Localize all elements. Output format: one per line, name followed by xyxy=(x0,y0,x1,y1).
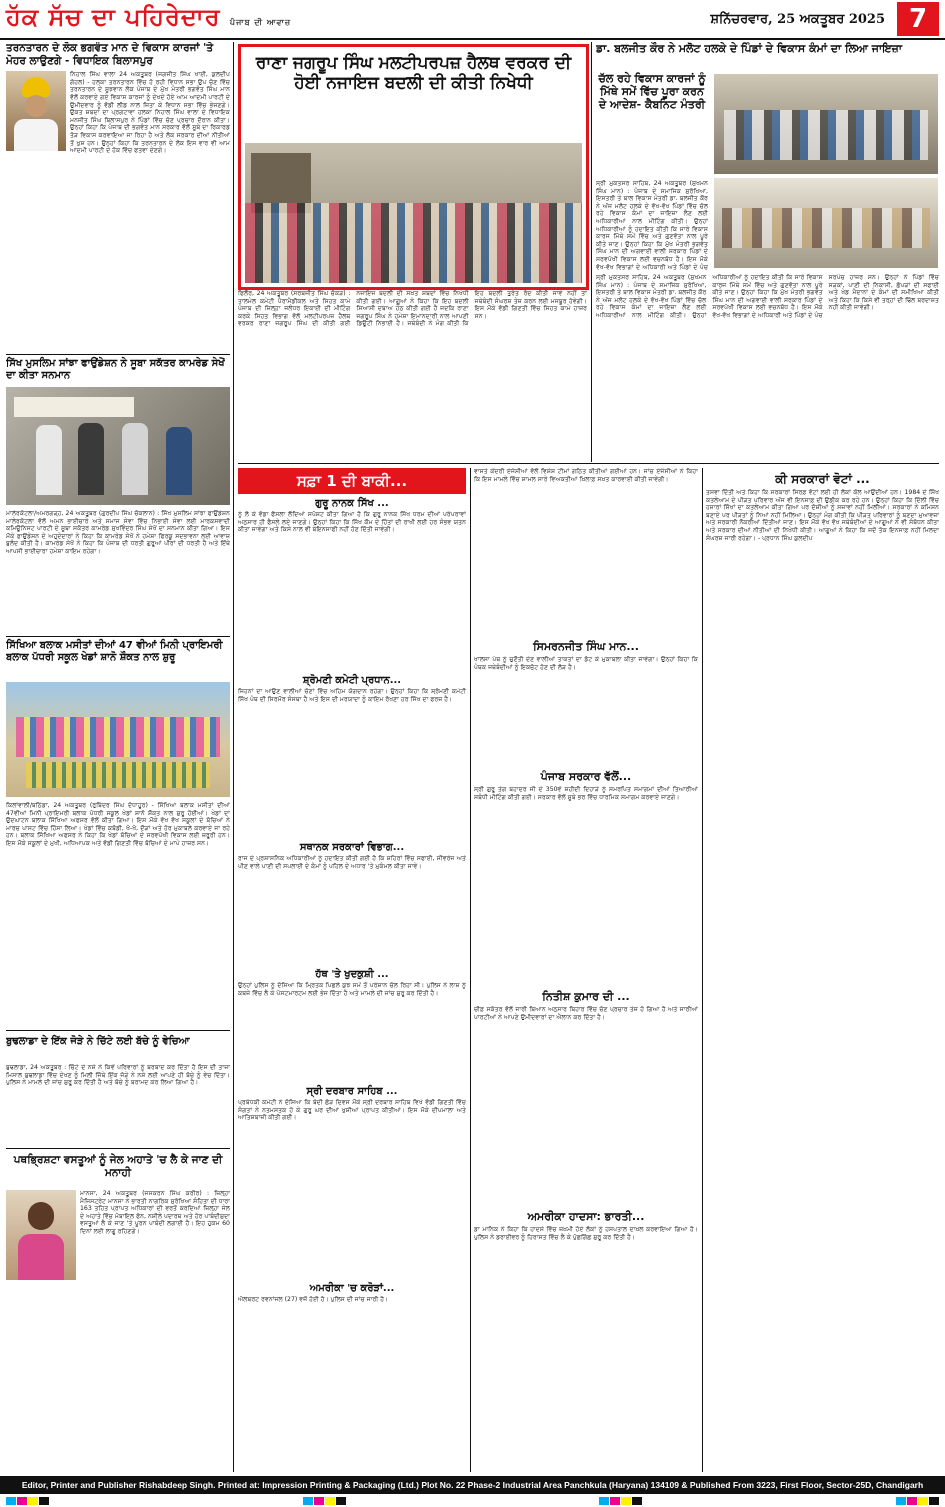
pull-quote: ਚੱਲ ਰਹੇ ਵਿਕਾਸ ਕਾਰਜਾਂ ਨੂੰ ਮਿੱਥੇ ਸਮੇਂ ਵਿੱਚ ਪੂਰਾ ਕਰਨ ਦੇ ਆਦੇਸ਼- ਕੈਬਨਿਟ ਮੰਤਰੀ xyxy=(598,72,706,112)
lead-headline: ਰਾਣਾ ਜਗਰੂਪ ਸਿੰਘ ਮਲਟੀਪਰਪਜ਼ ਹੈਲਥ ਵਰਕਰ ਦੀ ਹੋਈ ਨਜਾਇਜ ਬਦਲੀ ਦੀ ਕੀਤੀ ਨਿਖੇਧੀ xyxy=(255,53,572,94)
section-body: ਡਾ ਮਾਨਿਕ ਨੇ ਕਿਹਾ ਕਿ ਹਾਦਸੇ ਵਿੱਚ ਜ਼ਖ਼ਮੀ ਹੋਏ ਲੋਕਾਂ ਨੂੰ ਹਸਪਤਾਲ ਦਾਖ਼ਲ ਕਰਵਾਇਆ ਗਿਆ ਹੈ। ਪੁਲਿਸ ਨੇ ਡਰਾਈਵਰ ਨੂੰ ਹਿਰਾਸਤ ਵਿੱਚ ਲੈ ਕੇ ਪੁੱਛਗਿੱਛ ਸ਼ੁਰੂ ਕਰ ਦਿੱਤੀ ਹੈ। xyxy=(474,1226,698,1241)
section-head: ਪੰਜਾਬ ਸਰਕਾਰ ਵੱਲੋਂ... xyxy=(540,770,632,783)
protest-photo xyxy=(245,143,582,283)
right-body-continued: ਸ੍ਰੀ ਮੁਕਤਸਰ ਸਾਹਿਬ, 24 ਅਕਤੂਬਰ (ਸੁਖਮਨ ਸਿੰਘ ਮਾਨ) : ਪੰਜਾਬ ਦੇ ਸਮਾਜਿਕ ਸੁਰੱਖਿਆ, ਇਸਤਰੀ ਤੇ ਬਾਲ ਵਿਕਾਸ ਮੰਤਰੀ ਡਾ. ਬਲਜੀਤ ਕੌਰ ਨੇ ਅੱਜ ਮਲੋਟ ਹਲਕੇ ਦੇ ਵੱਖ-ਵੱਖ ਪਿੰਡਾਂ ਵਿੱਚ ਚੱਲ ਰਹੇ ਵਿਕਾਸ ਕੰਮਾਂ ਦਾ ਜਾਇਜ਼ਾ ਲੈਣ ਲਈ ਅਧਿਕਾਰੀਆਂ ਨਾਲ ਮੀਟਿੰਗ ਕੀਤੀ। ਉਨ੍ਹਾਂ ਅਧਿਕਾਰੀਆਂ ਨੂੰ ਹਦਾਇਤ ਕੀਤੀ ਕਿ ਸਾਰੇ ਵਿਕਾਸ ਕਾਰਜ ਮਿੱਥੇ ਸਮੇਂ ਵਿੱਚ ਅਤੇ ਗੁਣਵੱਤਾ ਨਾਲ ਪੂਰੇ ਕੀਤੇ ਜਾਣ। ਉਨ੍ਹਾਂ ਕਿਹਾ ਕਿ ਮੁੱਖ ਮੰਤਰੀ ਭਗਵੰਤ ਸਿੰਘ ਮਾਨ ਦੀ ਅਗਵਾਈ ਵਾਲੀ ਸਰਕਾਰ ਪਿੰਡਾਂ ਦੇ ਸਰਵਪੱਖੀ ਵਿਕਾਸ ਲਈ ਵਚਨਬੱਧ ਹੈ। ਇਸ ਮੌਕੇ ਵੱਖ-ਵੱਖ ਵਿਭਾਗਾਂ ਦੇ ਅਧਿਕਾਰੀ ਅਤੇ ਪਿੰਡਾਂ ਦੇ ਪੰਚ ਸਰਪੰਚ ਹਾਜ਼ਰ ਸਨ। ਉਨ੍ਹਾਂ ਨੇ ਪਿੰਡਾਂ ਵਿੱਚ ਸੜਕਾਂ, ਪਾਣੀ ਦੀ ਨਿਕਾਸੀ, ਛੱਪੜਾਂ ਦੀ ਸਫਾਈ ਅਤੇ ਖੇਡ ਮੈਦਾਨਾਂ ਦੇ ਕੰਮਾਂ ਦੀ ਸਮੀਖਿਆ ਕੀਤੀ ਅਤੇ ਕਿਹਾ ਕਿ ਕਿਸੇ ਵੀ ਤਰ੍ਹਾਂ ਦੀ ਢਿੱਲ ਬਰਦਾਸ਼ਤ ਨਹੀਂ ਕੀਤੀ ਜਾਵੇਗੀ। xyxy=(596,274,939,319)
section-head: ਸ੍ਰੀ ਦਰਬਾਰ ਸਾਹਿਬ ... xyxy=(306,1086,398,1097)
section-head: ਅਮਰੀਕਾ ਹਾਦਸਾ: ਭਾਰਤੀ... xyxy=(527,1210,645,1223)
section-body: ਐਲਬਰਟ ਰਵਨਾਂਜਲ (27) ਵਜੋਂ ਹੋਈ ਹੈ। ਪੁਲਿਸ ਦੀ ਜਾਂਚ ਜਾਰੀ ਹੈ। xyxy=(238,1296,389,1303)
section-head: ਅਮਰੀਕਾ 'ਚ ਕਰੋੜਾਂ... xyxy=(309,1283,395,1294)
section-body: ਸ੍ਰੀ ਗੁਰੂ ਤੇਗ ਬਹਾਦਰ ਜੀ ਦੇ 350ਵੇਂ ਸ਼ਹੀਦੀ ਦਿਹਾੜੇ ਨੂੰ ਸਮਰਪਿਤ ਸਮਾਗਮਾਂ ਦੀਆਂ ਤਿਆਰੀਆਂ ਸਬੰਧੀ ਮੀਟਿੰਗ ਕੀਤੀ ਗਈ। ਸਰਕਾਰ ਵੱਲੋਂ ਸੂਬੇ ਭਰ ਵਿੱਚ ਧਾਰਮਿਕ ਸਮਾਗਮ ਕਰਵਾਏ ਜਾਣਗੇ। xyxy=(474,786,698,801)
section-body: ਜਿਹਨਾਂ ਦਾ ਆਉਣ ਵਾਲੀਆਂ ਚੋਣਾਂ ਵਿੱਚ ਅਹਿਮ ਯੋਗਦਾਨ ਰਹੇਗਾ। ਉਨ੍ਹਾਂ ਕਿਹਾ ਕਿ ਸ਼੍ਰੋਮਣੀ ਕਮੇਟੀ ਸਿੱਖ ਪੰਥ ਦੀ ਸਿਰਮੌਰ ਸੰਸਥਾ ਹੈ ਅਤੇ ਇਸ ਦੀ ਮਰਯਾਦਾ ਨੂੰ ਕਾਇਮ ਰੱਖਣਾ ਹਰ ਸਿੱਖ ਦਾ ਫਰਜ਼ ਹੈ। xyxy=(238,688,466,703)
section-head: ਹੱਥ 'ਤੇ ਖੁਦਕੁਸ਼ੀ ... xyxy=(315,969,389,980)
registration-marks xyxy=(0,1494,945,1507)
story-headline: ਸਿੱਖਿਆ ਬਲਾਕ ਮਸੀਤਾਂ ਦੀਆਂ 47 ਵੀਆਂ ਮਿਨੀ ਪ੍ਰਾਇਮਰੀ ਬਲਾਕ ਪੱਧਰੀ ਸਕੂਲ ਖੇਡਾਂ ਸ਼ਾਨੋ ਸ਼ੌਕਤ ਨਾਲ ਸ਼ੁਰੂ xyxy=(6,640,223,663)
meeting-photo-1 xyxy=(714,74,938,174)
portrait-photo xyxy=(6,71,66,151)
imprint-line: Editor, Printer and Publisher Rishabdeep Singh. Printed at: Impression Printing & Packaging (Ltd.) Plot No. 22 Phase-2 Industrial Area Panchkula (Haryana) 134109 & Published From 3223, First Floor, Sector-25D, Chandigarh xyxy=(0,1476,945,1494)
masthead xyxy=(0,0,945,40)
section-body: ਪ੍ਰਬੰਧਕੀ ਕਮੇਟੀ ਨੇ ਦੱਸਿਆ ਕਿ ਬੰਦੀ ਛੋੜ ਦਿਵਸ ਮੌਕੇ ਸ੍ਰੀ ਦਰਬਾਰ ਸਾਹਿਬ ਵਿਖੇ ਵੱਡੀ ਗਿਣਤੀ ਵਿੱਚ ਸੰਗਤਾਂ ਨੇ ਨਤਮਸਤਕ ਹੋ ਕੇ ਗੁਰੂ ਘਰ ਦੀਆਂ ਖੁਸ਼ੀਆਂ ਪ੍ਰਾਪਤ ਕੀਤੀਆਂ। ਇਸ ਮੌਕੇ ਦੀਪਮਾਲਾ ਅਤੇ ਆਤਿਸ਼ਬਾਜ਼ੀ ਕੀਤੀ ਗਈ। xyxy=(238,1099,466,1122)
story-body: ਕਿਲਾਂਵਾਲੀ/ਬਠਿੰਡਾ, 24 ਅਕਤੂਬਰ (ਰੁਬਿੰਦਰ ਸਿੰਘ ਦੱਧਾਹੂਰ) - ਸਿੱਖਿਆ ਬਲਾਕ ਮਸੀਤਾਂ ਦੀਆਂ 47ਵੀਆਂ ਮਿਨੀ ਪ੍ਰਾਇਮਰੀ ਬਲਾਕ ਪੱਧਰੀ ਸਕੂਲ ਖੇਡਾਂ ਸ਼ਾਨੋ ਸ਼ੌਕਤ ਨਾਲ ਸ਼ੁਰੂ ਹੋਈਆਂ। ਖੇਡਾਂ ਦਾ ਉਦਘਾਟਨ ਬਲਾਕ ਸਿੱਖਿਆ ਅਫਸਰ ਵੱਲੋਂ ਕੀਤਾ ਗਿਆ। ਇਸ ਮੌਕੇ ਵੱਖ ਵੱਖ ਸਕੂਲਾਂ ਦੇ ਬੱਚਿਆਂ ਨੇ ਮਾਰਚ ਪਾਸਟ ਵਿੱਚ ਹਿੱਸਾ ਲਿਆ। ਖੇਡਾਂ ਵਿੱਚ ਕਬੱਡੀ, ਖੋ-ਖੋ, ਦੌੜਾਂ ਅਤੇ ਹੋਰ ਮੁਕਾਬਲੇ ਕਰਵਾਏ ਜਾ ਰਹੇ ਹਨ। ਬਲਾਕ ਸਿੱਖਿਆ ਅਫਸਰ ਨੇ ਕਿਹਾ ਕਿ ਖੇਡਾਂ ਬੱਚਿਆਂ ਦੇ ਸਰਵਪੱਖੀ ਵਿਕਾਸ ਲਈ ਜ਼ਰੂਰੀ ਹਨ। ਇਸ ਮੌਕੇ ਸਕੂਲਾਂ ਦੇ ਮੁਖੀ, ਅਧਿਆਪਕ ਅਤੇ ਵੱਡੀ ਗਿਣਤੀ ਵਿੱਚ ਬੱਚਿਆਂ ਦੇ ਮਾਪੇ ਹਾਜ਼ਰ ਸਨ। xyxy=(6,802,230,847)
lead-story-box xyxy=(238,44,589,290)
continued-column xyxy=(238,468,466,1472)
story-headline: ਬੁਢਲਾਡਾ ਦੇ ਇੱਕ ਜੋੜੇ ਨੇ ਚਿੱਟੇ ਲਈ ਬੱਚੇ ਨੂੰ ਵੇਚਿਆ xyxy=(6,1036,190,1047)
right-story xyxy=(596,42,939,462)
column-five xyxy=(706,468,939,1472)
section-body: ਵਾਸਤੇ ਕੇਂਦਰੀ ਏਜੰਸੀਆਂ ਵੱਲੋਂ ਵਿਸ਼ੇਸ਼ ਟੀਮਾਂ ਗਠਿਤ ਕੀਤੀਆਂ ਗਈਆਂ ਹਨ। ਜਾਂਚ ਏਜੰਸੀਆਂ ਨੇ ਕਿਹਾ ਕਿ ਇਸ ਮਾਮਲੇ ਵਿੱਚ ਸ਼ਾਮਲ ਸਾਰੇ ਵਿਅਕਤੀਆਂ ਖ਼ਿਲਾਫ਼ ਸਖ਼ਤ ਕਾਰਵਾਈ ਕੀਤੀ ਜਾਵੇਗੀ। xyxy=(474,468,698,483)
story-body: ਬੁਢਲਾਡਾ, 24 ਅਕਤੂਬਰ : ਚਿੱਟੇ ਦੇ ਨਸ਼ੇ ਨੇ ਕਿਵੇਂ ਪਰਿਵਾਰਾਂ ਨੂੰ ਬਰਬਾਦ ਕਰ ਦਿੱਤਾ ਹੈ ਇਸ ਦੀ ਤਾਜ਼ਾ ਮਿਸਾਲ ਬੁਢਲਾਡਾ ਵਿੱਚ ਦੇਖਣ ਨੂੰ ਮਿਲੀ ਜਿੱਥੇ ਇੱਕ ਜੋੜੇ ਨੇ ਨਸ਼ੇ ਲਈ ਆਪਣੇ ਹੀ ਬੱਚੇ ਨੂੰ ਵੇਚ ਦਿੱਤਾ। ਪੁਲਿਸ ਨੇ ਮਾਮਲੇ ਦੀ ਜਾਂਚ ਸ਼ੁਰੂ ਕਰ ਦਿੱਤੀ ਹੈ ਅਤੇ ਬੱਚੇ ਨੂੰ ਬਰਾਮਦ ਕਰ ਲਿਆ ਗਿਆ ਹੈ। xyxy=(6,1064,230,1087)
column-four xyxy=(474,468,698,1472)
section-head: ਸਥਾਨਕ ਸਰਕਾਰਾਂ ਵਿਭਾਗ... xyxy=(299,842,405,853)
lead-body: ਫਿਲੌਰ, 24 ਅਕਤੂਬਰ (ਸਰਬਜੀਤ ਸਿੰਘ ਚੱਕੜ) : ਤਾਲਮੇਲ ਕਮੇਟੀ ਪੈਰਾਮੈਡੀਕਲ ਅਤੇ ਸਿਹਤ ਕਾਮੇ ਪੰਜਾਬ ਦੀ ਜ਼ਿਲ੍ਹਾ ਜਲੰਧਰ ਇਕਾਈ ਦੀ ਮੀਟਿੰਗ ਕਰਕੇ ਸਿਹਤ ਵਿਭਾਗ ਵੱਲੋਂ ਮਲਟੀਪਰਪਜ਼ ਹੈਲਥ ਵਰਕਰ ਰਾਣਾ ਜਗਰੂਪ ਸਿੰਘ ਦੀ ਕੀਤੀ ਗਈ ਨਜਾਇਜ ਬਦਲੀ ਦੀ ਸਖ਼ਤ ਸ਼ਬਦਾਂ ਵਿੱਚ ਨਿਖੇਧੀ ਕੀਤੀ ਗਈ। ਆਗੂਆਂ ਨੇ ਕਿਹਾ ਕਿ ਇਹ ਬਦਲੀ ਸਿਆਸੀ ਦਬਾਅ ਹੇਠ ਕੀਤੀ ਗਈ ਹੈ ਜਦਕਿ ਰਾਣਾ ਜਗਰੂਪ ਸਿੰਘ ਨੇ ਹਮੇਸ਼ਾ ਇਮਾਨਦਾਰੀ ਨਾਲ ਆਪਣੀ ਡਿਊਟੀ ਨਿਭਾਈ ਹੈ। ਜਥੇਬੰਦੀ ਨੇ ਮੰਗ ਕੀਤੀ ਕਿ ਇਹ ਬਦਲੀ ਤੁਰੰਤ ਰੱਦ ਕੀਤੀ ਜਾਵੇ ਨਹੀਂ ਤਾਂ ਜਥੇਬੰਦੀ ਸੰਘਰਸ਼ ਤੇਜ਼ ਕਰਨ ਲਈ ਮਜਬੂਰ ਹੋਵੇਗੀ। ਇਸ ਮੌਕੇ ਵੱਡੀ ਗਿਣਤੀ ਵਿੱਚ ਸਿਹਤ ਕਾਮੇ ਹਾਜ਼ਰ ਸਨ। xyxy=(238,290,587,328)
right-headline: ਡਾ. ਬਲਜੀਤ ਕੌਰ ਨੇ ਮਲੋਟ ਹਲਕੇ ਦੇ ਪਿੰਡਾਂ ਦੇ ਵਿਕਾਸ ਕੰਮਾਂ ਦਾ ਲਿਆ ਜਾਇਜ਼ਾ xyxy=(596,42,903,55)
section-head: ਸਿਮਰਨਜੀਤ ਸਿੰਘ ਮਾਨ... xyxy=(533,640,639,653)
section-body: ਉਨ੍ਹਾਂ ਪੁਲਿਸ ਨੂੰ ਦੱਸਿਆ ਕਿ ਮ੍ਰਿਤਕ ਪਿਛਲੇ ਕੁਝ ਸਮੇਂ ਤੋਂ ਪਰੇਸ਼ਾਨ ਚੱਲ ਰਿਹਾ ਸੀ। ਪੁਲਿਸ ਨੇ ਲਾਸ਼ ਨੂੰ ਕਬਜ਼ੇ ਵਿੱਚ ਲੈ ਕੇ ਪੋਸਟਮਾਰਟਮ ਲਈ ਭੇਜ ਦਿੱਤਾ ਹੈ ਅਤੇ ਮਾਮਲੇ ਦੀ ਜਾਂਚ ਸ਼ੁਰੂ ਕਰ ਦਿੱਤੀ ਹੈ। xyxy=(238,982,466,997)
section-body: ਤਸਵਾ ਦਿੱਤੀ ਅਤੇ ਕਿਹਾ ਕਿ ਸਰਕਾਰਾਂ ਸਿਰਫ਼ ਵੋਟਾਂ ਲਈ ਹੀ ਲੋਕਾਂ ਕੋਲ ਆਉਂਦੀਆਂ ਹਨ। 1984 ਦੇ ਸਿੱਖ ਕਤਲੇਆਮ ਦੇ ਪੀੜਤ ਪਰਿਵਾਰ ਅੱਜ ਵੀ ਇਨਸਾਫ਼ ਦੀ ਉਡੀਕ ਕਰ ਰਹੇ ਹਨ। ਉਨ੍ਹਾਂ ਕਿਹਾ ਕਿ ਦਿੱਲੀ ਵਿੱਚ ਹਜ਼ਾਰਾਂ ਸਿੱਖਾਂ ਦਾ ਕਤਲੇਆਮ ਕੀਤਾ ਗਿਆ ਪਰ ਦੋਸ਼ੀਆਂ ਨੂੰ ਸਜ਼ਾਵਾਂ ਨਹੀਂ ਮਿਲੀਆਂ। ਸਰਕਾਰਾਂ ਨੇ ਕਮਿਸ਼ਨ ਬਣਾਏ ਪਰ ਪੀੜਤਾਂ ਨੂੰ ਨਿਆਂ ਨਹੀਂ ਮਿਲਿਆ। ਉਨ੍ਹਾਂ ਮੰਗ ਕੀਤੀ ਕਿ ਪੀੜਤ ਪਰਿਵਾਰਾਂ ਨੂੰ ਬਣਦਾ ਮੁਆਵਜ਼ਾ ਅਤੇ ਸਰਕਾਰੀ ਨੌਕਰੀਆਂ ਦਿੱਤੀਆਂ ਜਾਣ। ਇਸ ਮੌਕੇ ਵੱਖ ਵੱਖ ਜਥੇਬੰਦੀਆਂ ਦੇ ਆਗੂਆਂ ਨੇ ਵੀ ਸੰਬੋਧਨ ਕੀਤਾ ਅਤੇ ਸਰਕਾਰ ਦੀਆਂ ਨੀਤੀਆਂ ਦੀ ਨਿਖੇਧੀ ਕੀਤੀ। ਆਗੂਆਂ ਨੇ ਕਿਹਾ ਕਿ ਜਦੋਂ ਤੱਕ ਇਨਸਾਫ਼ ਨਹੀਂ ਮਿਲਦਾ ਸੰਘਰਸ਼ ਜਾਰੀ ਰਹੇਗਾ। - ਪ੍ਰਧਾਨ ਸਿੰਘ ਕੁਲਦੀਪ xyxy=(706,489,939,542)
section-body: ਖਾਲਸਾ ਪੰਥ ਨੂੰ ਚੁਣੌਤੀ ਦੇਣ ਵਾਲੀਆਂ ਤਾਕਤਾਂ ਦਾ ਡੱਟ ਕੇ ਮੁਕਾਬਲਾ ਕੀਤਾ ਜਾਵੇਗਾ। ਉਨ੍ਹਾਂ ਕਿਹਾ ਕਿ ਪੰਥਕ ਜਥੇਬੰਦੀਆਂ ਨੂੰ ਇਕਜੁੱਟ ਹੋਣ ਦੀ ਲੋੜ ਹੈ। xyxy=(474,656,698,671)
sports-photo xyxy=(6,682,230,797)
section-head: ਸ਼੍ਰੋਮਣੀ ਕਮੇਟੀ ਪ੍ਰਧਾਨ... xyxy=(302,675,402,686)
story-headline: ਸਿੱਖ ਮੁਸਲਿਮ ਸਾਂਝਾ ਫਾਉਂਡੇਸ਼ਨ ਨੇ ਸੂਬਾ ਸਕੱਤਰ ਕਾਮਰੇਡ ਸੇਖੋਂ ਦਾ ਕੀਤਾ ਸਨਮਾਨ xyxy=(6,358,225,381)
section-head: ਕੀ ਸਰਕਾਰਾਂ ਵੋਟਾਂ ... xyxy=(775,472,870,486)
official-photo xyxy=(6,1190,76,1280)
section-body: ਚੀਫ਼ ਸਕੱਤਰ ਵੱਲੋਂ ਜਾਰੀ ਬਿਆਨ ਅਨੁਸਾਰ ਬਿਹਾਰ ਵਿੱਚ ਚੋਣ ਪ੍ਰਚਾਰ ਤੇਜ਼ ਹੋ ਗਿਆ ਹੈ ਅਤੇ ਸਾਰੀਆਂ ਪਾਰਟੀਆਂ ਨੇ ਆਪਣੇ ਉਮੀਦਵਾਰਾਂ ਦਾ ਐਲਾਨ ਕਰ ਦਿੱਤਾ ਹੈ। xyxy=(474,1006,698,1021)
section-head: ਗੁਰੂ ਨਾਨਕ ਸਿੱਖ ... xyxy=(315,498,389,509)
page-number: 7 xyxy=(897,2,939,36)
issue-date: ਸ਼ਨਿੱਚਰਵਾਰ, 25 ਅਕਤੂਬਰ 2025 xyxy=(710,12,885,27)
story-body: ਮਾਨਸਾ, 24 ਅਕਤੂਬਰ (ਜਸਕਰਨ ਸਿੰਘ ਕਰੀਰ) : ਜ਼ਿਲ੍ਹਾ ਮੈਜਿਸਟ੍ਰੇਟ ਮਾਨਸਾ ਨੇ ਭਾਰਤੀ ਨਾਗਰਿਕ ਸੁਰੱਖਿਆ ਸੰਹਿਤਾ ਦੀ ਧਾਰਾ 163 ਤਹਿਤ ਪ੍ਰਾਪਤ ਅਧਿਕਾਰਾਂ ਦੀ ਵਰਤੋਂ ਕਰਦਿਆਂ ਜ਼ਿਲ੍ਹਾ ਜੇਲ ਦੇ ਅਹਾਤੇ ਵਿੱਚ ਮੋਬਾਇਲ ਫੋਨ, ਨਸ਼ੀਲੇ ਪਦਾਰਥ ਅਤੇ ਹੋਰ ਪਾਬੰਦੀਸ਼ੁਦਾ ਵਸਤੂਆਂ ਲੈ ਕੇ ਜਾਣ 'ਤੇ ਪੂਰਨ ਪਾਬੰਦੀ ਲਗਾਈ ਹੈ। ਇਹ ਹੁਕਮ 60 ਦਿਨਾਂ ਲਈ ਲਾਗੂ ਰਹਿਣਗੇ। xyxy=(80,1190,230,1235)
meeting-photo-2 xyxy=(714,178,938,268)
section-head: ਨਿਤੀਸ਼ ਕੁਮਾਰ ਦੀ ... xyxy=(542,990,630,1003)
section-body: ਰਾਜ ਦੇ ਪ੍ਰਸ਼ਾਸਨਿਕ ਅਧਿਕਾਰੀਆਂ ਨੂੰ ਹਦਾਇਤ ਕੀਤੀ ਗਈ ਹੈ ਕਿ ਸ਼ਹਿਰਾਂ ਵਿੱਚ ਸਫਾਈ, ਸੀਵਰੇਜ ਅਤੇ ਪੀਣ ਵਾਲੇ ਪਾਣੀ ਦੀ ਸਪਲਾਈ ਦੇ ਕੰਮਾਂ ਨੂੰ ਪਹਿਲ ਦੇ ਅਧਾਰ 'ਤੇ ਮੁਕੰਮਲ ਕੀਤਾ ਜਾਵੇ। xyxy=(238,855,466,870)
story-headline: ਪਥਭ੍ਰਿਸ਼ਟਾ ਵਸਤੂਆਂ ਨੂੰ ਜੇਲ ਅਹਾਤੇ 'ਚ ਲੈ ਕੇ ਜਾਣ ਦੀ ਮਨਾਹੀ xyxy=(13,1154,223,1179)
award-photo xyxy=(6,387,230,505)
section-body: ਨੂੰ ਲੈ ਕੇ ਵੱਡਾ ਫੈਸਲਾ ਲੈਂਦਿਆਂ ਸਪੱਸ਼ਟ ਕੀਤਾ ਗਿਆ ਹੈ ਕਿ ਗੁਰੂ ਨਾਨਕ ਸਿੱਖ ਧਰਮ ਦੀਆਂ ਪਰੰਪਰਾਵਾਂ ਅਨੁਸਾਰ ਹੀ ਫੈਸਲੇ ਲਏ ਜਾਣਗੇ। ਉਨ੍ਹਾਂ ਕਿਹਾ ਕਿ ਸਿੱਖ ਕੌਮ ਦੇ ਹਿੱਤਾਂ ਦੀ ਰਾਖੀ ਲਈ ਹਰ ਸੰਭਵ ਯਤਨ ਕੀਤਾ ਜਾਵੇਗਾ ਅਤੇ ਕਿਸੇ ਨਾਲ ਵੀ ਬੇਇਨਸਾਫੀ ਨਹੀਂ ਹੋਣ ਦਿੱਤੀ ਜਾਵੇਗੀ। xyxy=(238,511,466,534)
story-headline: ਤਰਨਤਾਰਨ ਦੇ ਲੋਕ ਭਗਵੰਤ ਮਾਨ ਦੇ ਵਿਕਾਸ ਕਾਰਜਾਂ 'ਤੇ ਮੋਹਰ ਲਾਉਣਗੇ - ਵਿਧਾਇਕ ਬਿਲਾਸਪੁਰ xyxy=(6,42,214,67)
right-body: ਸ੍ਰੀ ਮੁਕਤਸਰ ਸਾਹਿਬ, 24 ਅਕਤੂਬਰ (ਸੁਖਮਨ ਸਿੰਘ ਮਾਨ) : ਪੰਜਾਬ ਦੇ ਸਮਾਜਿਕ ਸੁਰੱਖਿਆ, ਇਸਤਰੀ ਤੇ ਬਾਲ ਵਿਕਾਸ ਮੰਤਰੀ ਡਾ. ਬਲਜੀਤ ਕੌਰ ਨੇ ਅੱਜ ਮਲੋਟ ਹਲਕੇ ਦੇ ਵੱਖ-ਵੱਖ ਪਿੰਡਾਂ ਵਿੱਚ ਚੱਲ ਰਹੇ ਵਿਕਾਸ ਕੰਮਾਂ ਦਾ ਜਾਇਜ਼ਾ ਲੈਣ ਲਈ ਅਧਿਕਾਰੀਆਂ ਨਾਲ ਮੀਟਿੰਗ ਕੀਤੀ। ਉਨ੍ਹਾਂ ਅਧਿਕਾਰੀਆਂ ਨੂੰ ਹਦਾਇਤ ਕੀਤੀ ਕਿ ਸਾਰੇ ਵਿਕਾਸ ਕਾਰਜ ਮਿੱਥੇ ਸਮੇਂ ਵਿੱਚ ਅਤੇ ਗੁਣਵੱਤਾ ਨਾਲ ਪੂਰੇ ਕੀਤੇ ਜਾਣ। ਉਨ੍ਹਾਂ ਕਿਹਾ ਕਿ ਮੁੱਖ ਮੰਤਰੀ ਭਗਵੰਤ ਸਿੰਘ ਮਾਨ ਦੀ ਅਗਵਾਈ ਵਾਲੀ ਸਰਕਾਰ ਪਿੰਡਾਂ ਦੇ ਸਰਵਪੱਖੀ ਵਿਕਾਸ ਲਈ ਵਚਨਬੱਧ ਹੈ। ਇਸ ਮੌਕੇ ਵੱਖ-ਵੱਖ ਵਿਭਾਗਾਂ ਦੇ ਅਧਿਕਾਰੀ ਅਤੇ ਪਿੰਡਾਂ ਦੇ ਪੰਚ xyxy=(596,180,708,270)
story-body: ਮਾਲੇਰਕੋਟਲਾ/ਅਮਰਗੜ੍ਹ, 24 ਅਕਤੂਬਰ (ਗੁਰਦੀਪ ਸਿੰਘ ਚੱਕਲਾਨ) : ਸਿੱਖ ਮੁਸਲਿਮ ਸਾਂਝਾ ਫਾਉਂਡੇਸ਼ਨ ਮਾਲੇਰਕੋਟਲਾ ਵੱਲੋਂ ਅਮਨ ਭਾਈਚਾਰੇ ਅਤੇ ਸਮਾਜ ਸੇਵਾ ਵਿੱਚ ਨਿਭਾਈ ਸੇਵਾ ਲਈ ਮਾਰਕਸਵਾਦੀ ਕਮਿਊਨਿਸਟ ਪਾਰਟੀ ਦੇ ਸੂਬਾ ਸਕੱਤਰ ਕਾਮਰੇਡ ਸੁਖਵਿੰਦਰ ਸਿੰਘ ਸੇਖੋਂ ਦਾ ਸਨਮਾਨ ਕੀਤਾ ਗਿਆ। ਇਸ ਮੌਕੇ ਫਾਉਂਡੇਸ਼ਨ ਦੇ ਅਹੁਦੇਦਾਰਾਂ ਨੇ ਕਿਹਾ ਕਿ ਕਾਮਰੇਡ ਸੇਖੋਂ ਨੇ ਹਮੇਸ਼ਾ ਫਿਰਕੂ ਸਦਭਾਵਨਾ ਲਈ ਆਵਾਜ਼ ਬੁਲੰਦ ਕੀਤੀ ਹੈ। ਕਾਮਰੇਡ ਸੇਖੋਂ ਨੇ ਕਿਹਾ ਕਿ ਪੰਜਾਬ ਦੀ ਧਰਤੀ ਗੁਰੂਆਂ ਪੀਰਾਂ ਦੀ ਧਰਤੀ ਹੈ ਅਤੇ ਇੱਥੇ ਆਪਸੀ ਭਾਈਚਾਰਾ ਹਮੇਸ਼ਾ ਕਾਇਮ ਰਹੇਗਾ। xyxy=(6,510,230,555)
newspaper-logo: ਹੱਕ ਸੱਚ ਦਾ ਪਹਿਰੇਦਾਰ ਪੰਜਾਬ ਦੀ ਆਵਾਜ਼ xyxy=(6,3,292,31)
continued-banner: ਸਫ਼ਾ 1 ਦੀ ਬਾਕੀ... xyxy=(238,468,466,494)
story-body: ਨਿਹਾਲ ਸਿੰਘ ਵਾਲਾ 24 ਅਕਤੂਬਰ (ਜਗਜੀਤ ਸਿੰਘ ਖਾਈ, ਕੁਲਦੀਪ ਗੋਹਲ) - ਹਲਕਾ ਤਰਨਤਾਰਨ ਵਿੱਚ ਹੋ ਰਹੀ ਵਿਧਾਨ ਸਭਾ ਉਪ ਚੋਣ ਵਿੱਚ ਤਰਨਤਾਰਨ ਦੇ ਸੂਝਵਾਨ ਲੋਕ ਪੰਜਾਬ ਦੇ ਮੁੱਖ ਮੰਤਰੀ ਭਗਵੰਤ ਸਿੰਘ ਮਾਨ ਵੱਲੋਂ ਕਰਵਾਏ ਗਏ ਵਿਕਾਸ ਕਾਰਜਾਂ ਨੂੰ ਦੇਖਦੇ ਹੋਏ ਆਮ ਆਦਮੀ ਪਾਰਟੀ ਦੇ ਉਮੀਦਵਾਰ ਨੂੰ ਵੱਡੀ ਲੀਡ ਨਾਲ ਜਿਤਾ ਕੇ ਵਿਧਾਨ ਸਭਾ ਵਿੱਚ ਭੇਜਣਗੇ। ਉਕਤ ਸ਼ਬਦਾਂ ਦਾ ਪ੍ਰਗਟਾਵਾ ਹਲਕਾ ਨਿਹਾਲ ਸਿੰਘ ਵਾਲਾ ਦੇ ਵਿਧਾਇਕ ਮਨਜੀਤ ਸਿੰਘ ਬਿਲਾਸਪੁਰ ਨੇ ਪਿੰਡਾਂ ਵਿੱਚ ਚੋਣ ਪ੍ਰਚਾਰ ਦੌਰਾਨ ਕੀਤਾ। ਉਨ੍ਹਾਂ ਕਿਹਾ ਕਿ ਪੰਜਾਬ ਦੀ ਭਗਵੰਤ ਮਾਨ ਸਰਕਾਰ ਵੱਲੋਂ ਸੂਬੇ ਦਾ ਰਿਕਾਰਡ ਤੋੜ ਵਿਕਾਸ ਕਰਵਾਇਆ ਜਾ ਰਿਹਾ ਹੈ ਅਤੇ ਲੋਕ ਸਰਕਾਰ ਦੀਆਂ ਨੀਤੀਆਂ ਤੋਂ ਖੁਸ਼ ਹਨ। ਉਨ੍ਹਾਂ ਕਿਹਾ ਕਿ ਤਰਨਤਾਰਨ ਦੇ ਲੋਕ ਇਸ ਵਾਰ ਵੀ ਆਮ ਆਦਮੀ ਪਾਰਟੀ ਦੇ ਹੱਕ ਵਿੱਚ ਫਤਵਾ ਦੇਣਗੇ। xyxy=(70,71,230,155)
left-column xyxy=(6,42,230,1472)
